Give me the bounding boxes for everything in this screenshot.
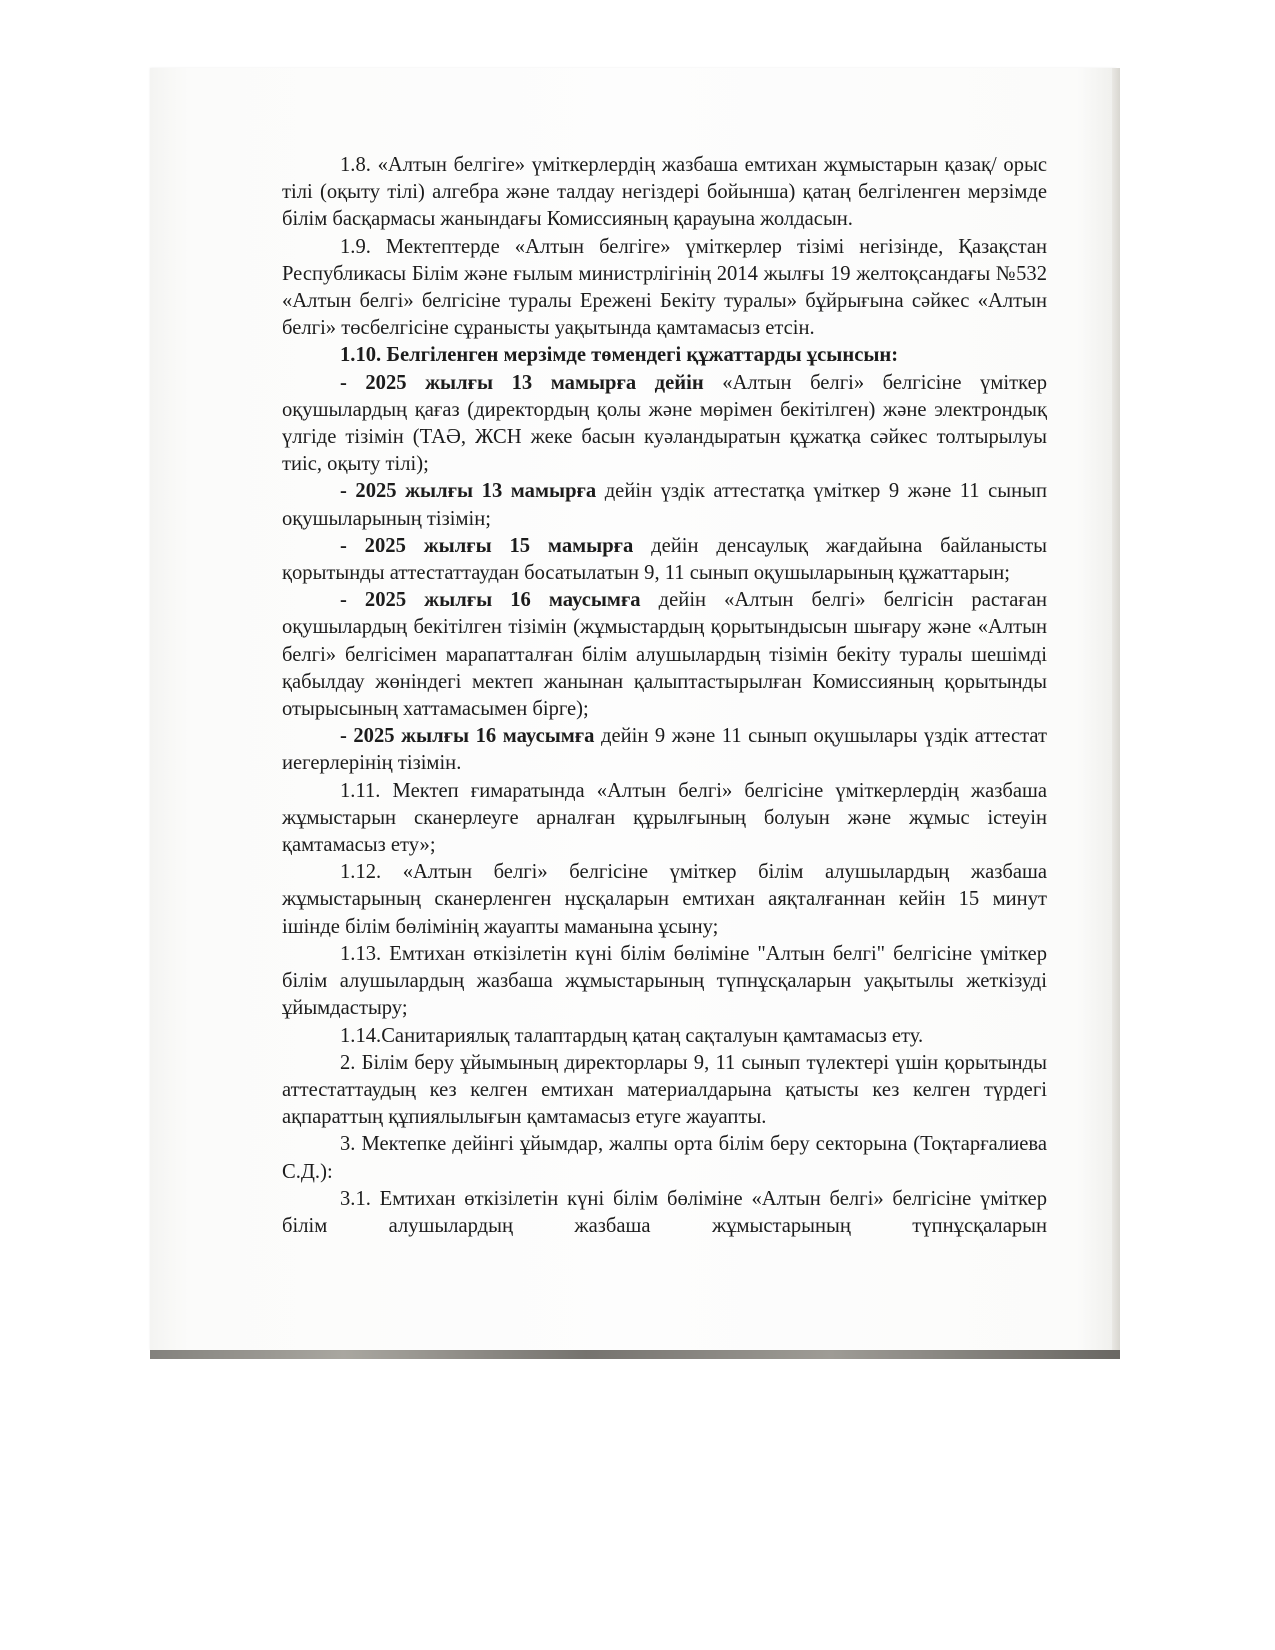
paragraph-3: 3. Мектепке дейінгі ұйымдар, жалпы орта білім беру секторына (Тоқтарғалиева С.Д.): — [282, 1133, 1047, 1183]
deadline-item-1-text: «Алтын белгі» белгісіне үміткер оқушылардың қағаз (директордың қолы және мөрімен бекітілген) және электрондық үлгіде тізімін (ТАӘ, ЖСН жеке басын куәландыратын құжатқа сәйкес толтырылуы тиіс, оқыту тілі); — [282, 371, 1048, 476]
deadline-item-3-text: дейін денсаулық жағдайына байланысты қорытынды аттестаттаудан босатылатын 9, 11 сынып оқушыларының құжаттарын; — [282, 534, 1047, 585]
deadline-item-5-date: - 2025 жылғы 16 маусымға — [340, 725, 595, 748]
paragraph-1-9: 1.9. Мектептерде «Алтын белгіге» үміткерлер тізімі негізінде, Қазақстан Республикасы Білім және ғылым министрлігінің 2014 жылғы 19 желтоқсандағы №532 «Алтын белгі» белгісіне туралы Ережені Бекіту туралы» бұйрығына сәйкес «Алтын белгі» төсбелгісіне сұранысты уақытында қамтамасыз етсін. — [282, 235, 1047, 340]
paragraph-1-8: 1.8. «Алтын белгіге» үміткерлердің жазбаша емтихан жұмыстарын қазақ/ орыс тілі (оқыту тілі) алгебра және талдау негіздері бойынша) қатаң белгіленген мерзімде білім басқармасы жанындағы Комиссияның қарауына жолдасын. — [282, 154, 1047, 231]
paragraph-1-12: 1.12. «Алтын белгі» белгісіне үміткер білім алушылардың жазбаша жұмыстарының сканерленген нұсқаларын емтихан аяқталғаннан кейін 15 минут ішінде білім бөлімінің жауапты маманына ұсыну; — [282, 861, 1047, 938]
deadline-item-5-text: дейін 9 және 11 сынып оқушылары үздік аттестат иегерлерінің тізімін. — [282, 725, 1047, 775]
deadline-item-4-date: - 2025 жылғы 16 маусымға — [340, 589, 641, 612]
paragraph-1-10-heading: 1.10. Белгіленген мерзімде төмендегі құжаттарды ұсынсын: — [340, 344, 899, 367]
deadline-item-4-text: дейін «Алтын белгі» белгісін растаған оқушылардың бекітілген тізімін (жұмыстардың қорытындысын шығару және «Алтын белгі» белгісімен марапатталған білім алушылардың тізімін бекіту туралы шешімді қабылдау жөніндегі мектеп жанынан қалыптастырылған Комиссияның қорытынды отырысының хаттамасымен бірге); — [282, 589, 1047, 721]
paper-edge — [1112, 68, 1120, 1350]
deadline-item-5 — [282, 723, 1047, 777]
deadline-item-2-text: дейін үздік аттестатқа үміткер 9 және 11 сынып оқушыларының тізімін; — [282, 480, 1047, 530]
paragraph-1-13: 1.13. Емтихан өткізілетін күні білім бөліміне "Алтын белгі" белгісіне үміткер білім алушылардың жазбаша жұмыстарының түпнұсқаларын уақытылы жеткізуді ұйымдастыру; — [282, 942, 1047, 1020]
scan-bottom-edge — [150, 1350, 1120, 1359]
deadline-item-2 — [282, 478, 1047, 532]
deadline-item-3 — [282, 533, 1047, 587]
document-body — [282, 152, 1047, 1240]
deadline-item-1 — [282, 370, 1047, 479]
deadline-item-4 — [282, 587, 1047, 723]
deadline-item-1-date: - 2025 жылғы 13 мамырға дейін — [340, 371, 704, 394]
paragraph-1-14: 1.14.Санитариялық талаптардың қатаң сақталуын қамтамасыз ету. — [340, 1024, 924, 1047]
paragraph-2: 2. Білім беру ұйымының директорлары 9, 11 сынып түлектері үшін қорытынды аттестаттаудың кез келген емтихан материалдарына қатысты кез келген түрдегі ақпараттың құпиялылығын қамтамасыз етуге жауапты. — [282, 1051, 1047, 1129]
deadline-item-3-date: - 2025 жылғы 15 мамырға — [340, 534, 634, 557]
deadline-item-2-date: - 2025 жылғы 13 мамырға — [340, 480, 597, 503]
paragraph-1-11: 1.11. Мектеп ғимаратында «Алтын белгі» белгісіне үміткерлердің жазбаша жұмыстарын сканерлеуге арналған құрылғының болуын және жұмыс істеуін қамтамасыз ету»; — [282, 779, 1047, 857]
paragraph-3-1: 3.1. Емтихан өткізілетін күні білім бөліміне «Алтын белгі» белгісіне үміткер білім алушылардың жазбаша жұмыстарының түпнұсқаларын — [282, 1187, 1047, 1237]
